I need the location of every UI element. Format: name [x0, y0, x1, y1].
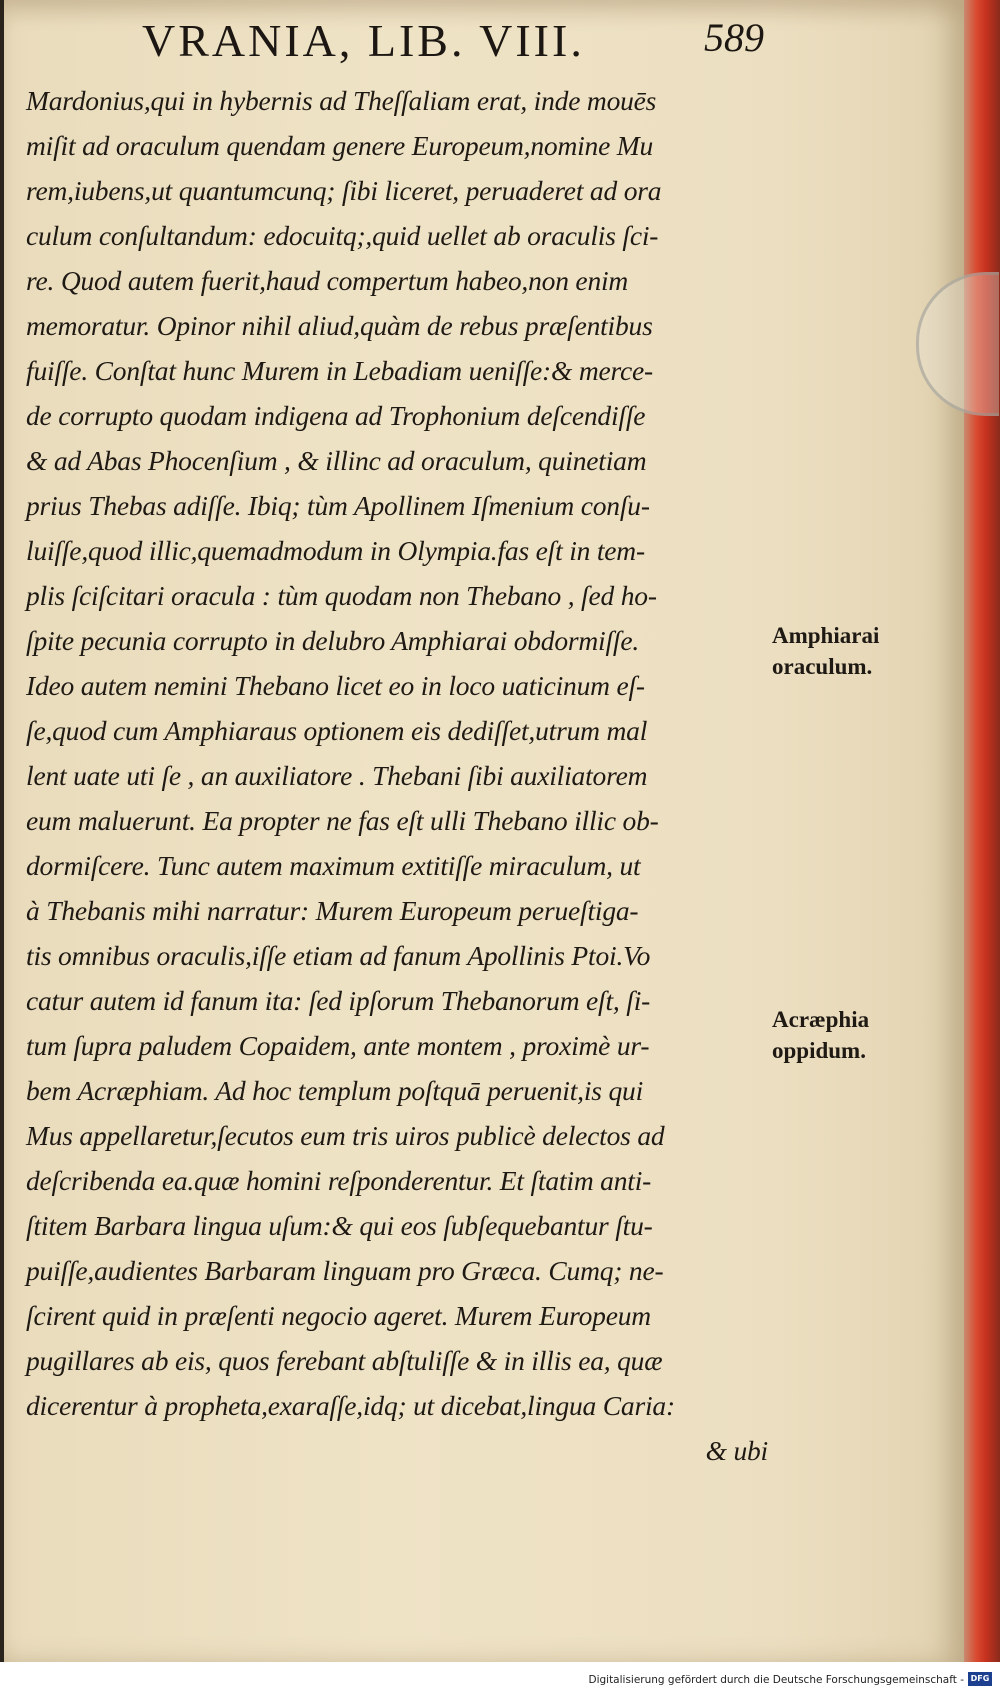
text-line: deſcribenda ea.quæ homini reſponderentur. Et ſtatim anti-	[26, 1165, 652, 1196]
marginal-note-acraephia	[772, 1004, 869, 1066]
text-line: Mus appellaretur,ſecutos eum tris uiros publicè delectos ad	[26, 1120, 665, 1151]
marginal-note-amphiarai	[772, 620, 879, 682]
marginal-note-line: oraculum.	[772, 654, 873, 679]
text-line: tum ſupra paludem Copaidem, ante montem , proximè ur-	[26, 1030, 650, 1061]
text-line: ſcirent quid in præſenti negocio ageret. Murem Europeum	[26, 1300, 651, 1331]
marginal-note-line: Amphiarai	[772, 623, 880, 648]
text-line: dormiſcere. Tunc autem maximum extitiſſe miraculum, ut	[26, 850, 641, 881]
red-page-edge	[964, 0, 1000, 1662]
running-head: VRANIA, LIB. VIII.	[142, 15, 585, 66]
dfg-logo: DFG	[968, 1672, 992, 1686]
text-line: de corrupto quodam indigena ad Trophonium deſcendiſſe	[26, 400, 646, 431]
marginal-note-line: oppidum.	[772, 1038, 866, 1063]
text-line: eum maluerunt. Ea propter ne fas eſt ulli Thebano illic ob-	[26, 805, 659, 836]
text-line: dicerentur à propheta,exaraſſe,idq; ut dicebat,lingua Caria:	[26, 1390, 675, 1421]
text-line: prius Thebas adiſſe. Ibiq; tùm Apollinem Iſmenium conſu-	[26, 490, 650, 521]
text-line: luiſſe,quod illic,quemadmodum in Olympia.fas eſt in tem-	[26, 535, 645, 566]
text-line: & ad Abas Phocenſium , & illinc ad oraculum, quinetiam	[26, 445, 647, 476]
text-line: catur autem id fanum ita: ſed ipſorum Thebanorum eſt, ſi-	[26, 985, 651, 1016]
text-line: à Thebanis mihi narratur: Murem Europeum perueſtiga-	[26, 895, 639, 926]
page-number: 589	[704, 15, 764, 60]
marginal-note-line: Acræphia	[772, 1007, 870, 1032]
text-line: rem,iubens,ut quantumcunq; ſibi liceret, peruaderet ad ora	[26, 175, 662, 206]
text-line: lent uate uti ſe , an auxiliatore . Thebani ſibi auxiliatorem	[26, 760, 648, 791]
text-line: pugillares ab eis, quos ferebant abſtuliſſe & in illis ea, quæ	[26, 1345, 663, 1376]
text-line: plis ſciſcitari oracula : tùm quodam non Thebano , ſed ho-	[26, 580, 657, 611]
text-line: re. Quod autem fuerit,haud compertum habeo,non enim	[26, 265, 629, 296]
text-line: bem Acræphiam. Ad hoc templum poſtquā peruenit,is qui	[26, 1075, 644, 1106]
text-line: miſit ad oraculum quendam genere Europeum,nomine Mu	[26, 130, 654, 161]
text-line: tis omnibus oraculis,iſſe etiam ad fanum Apollinis Ptoi.Vo	[26, 940, 651, 971]
text-line: Mardonius,qui in hybernis ad Theſſaliam erat, inde mouēs	[26, 85, 657, 116]
text-line: fuiſſe. Conſtat hunc Murem in Lebadiam ueniſſe:& merce-	[26, 355, 653, 386]
text-line: puiſſe,audientes Barbaram linguam pro Græca. Cumq; ne-	[26, 1255, 664, 1286]
body-text	[26, 78, 786, 1473]
text-line: ſpite pecunia corrupto in delubro Amphiarai obdormiſſe.	[26, 625, 640, 656]
text-line: culum conſultandum: edocuitq;,quid uellet ab oraculis ſci-	[26, 220, 659, 251]
text-line: ſe,quod cum Amphiaraus optionem eis dediſſet,utrum mal	[26, 715, 648, 746]
attribution-text: Digitalisierung gefördert durch die Deutsche Forschungsgemeinschaft -	[588, 1674, 964, 1686]
text-line: Ideo autem nemini Thebano licet eo in loco uaticinum eſ-	[26, 670, 645, 701]
text-line: ſtitem Barbara lingua uſum:& qui eos ſubſequebantur ſtu-	[26, 1210, 653, 1241]
catchword: & ubi	[705, 1435, 768, 1466]
text-line: memoratur. Opinor nihil aliud,quàm de rebus præſentibus	[26, 310, 653, 341]
book-page	[4, 0, 964, 1662]
